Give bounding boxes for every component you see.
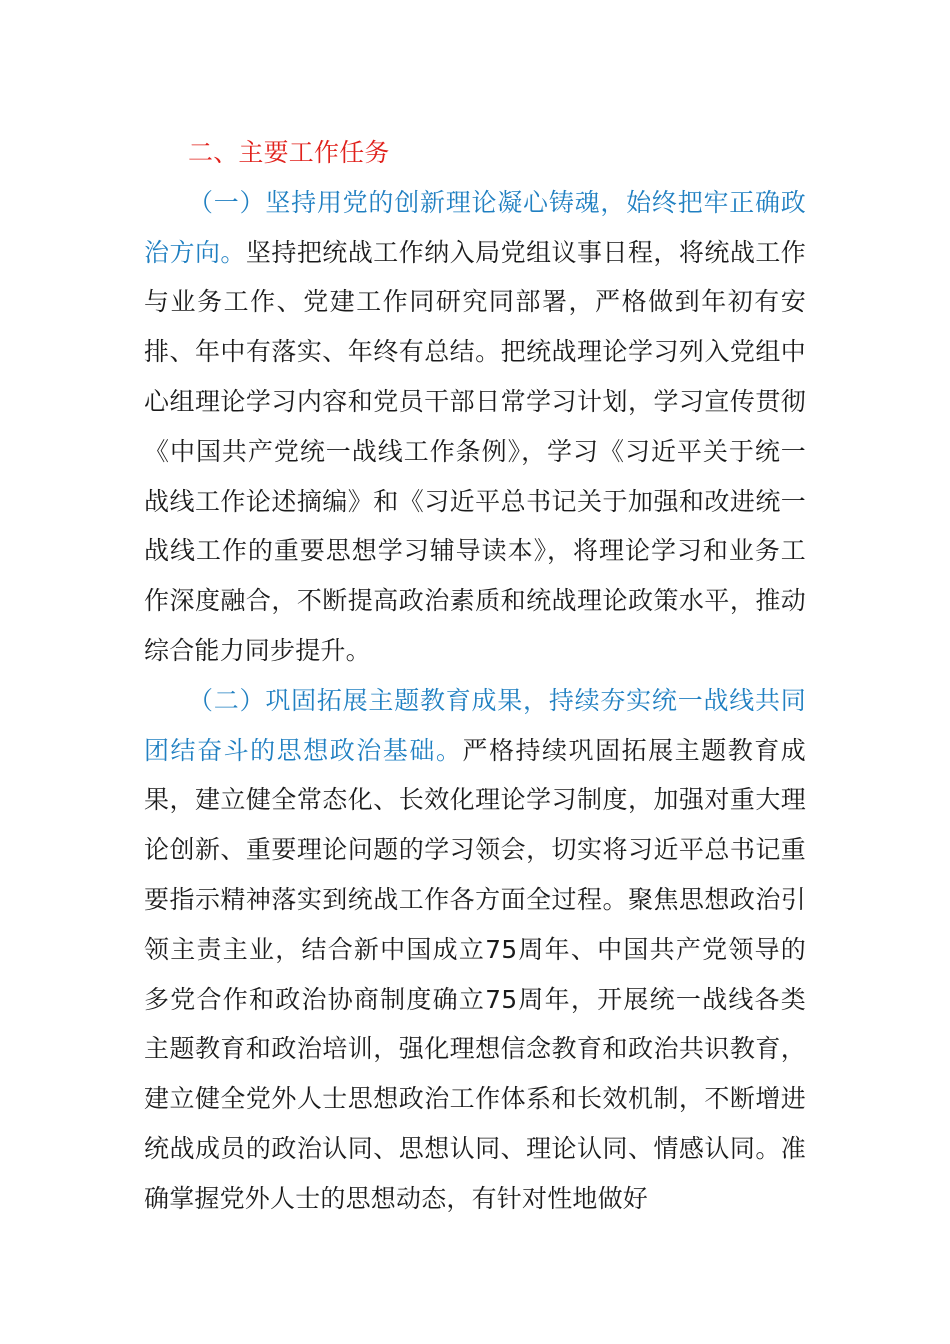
paragraph-1-body: 坚持把统战工作纳入局党组议事日程，将统战工作与业务工作、党建工作同研究同部署，严格做到年初有安排、年中有落实、年终有总结。把统战理论学习列入党组中心组理论学习内容和党员干部日常学习计划，学习宣传贯彻《中国共产党统一战线工作条例》，学习《习近平关于统一战线工作论述摘编》和《习近平总书记关于加强和改进统一战线工作的重要思想学习辅导读本》，将理论学习和业务工作深度融合，不断提高政治素质和统战理论政策水平，推动综合能力同步提升。 (144, 237, 806, 665)
section-heading: 二、主要工作任务 (188, 138, 390, 167)
paragraph-1-lead: （一）坚持用党的创新理论凝心铸魂，始终把牢正确政治方向。 (144, 187, 806, 267)
paragraph-2-body: 严格持续巩固拓展主题教育成果，建立健全常态化、长效化理论学习制度，加强对重大理论创新、重要理论问题的学习领会，切实将习近平总书记重要指示精神落实到统战工作各方面全过程。聚焦思想政治引领主责主业，结合新中国成立75周年、中国共产党领导的多党合作和政治协商制度确立75周年，开展统一战线各类主题教育和政治培训，强化理想信念教育和政治共识教育，建立健全党外人士思想政治工作体系和长效机制，不断增进统战成员的政治认同、思想认同、理论认同、情感认同。准确掌握党外人士的思想动态，有针对性地做好 (144, 735, 806, 1213)
paragraph-1 (144, 178, 806, 676)
paragraph-2-lead: （二）巩固拓展主题教育成果，持续夯实统一战线共同团结奋斗的思想政治基础。 (144, 685, 806, 765)
document-body (144, 128, 806, 1224)
paragraph-2 (144, 676, 806, 1224)
